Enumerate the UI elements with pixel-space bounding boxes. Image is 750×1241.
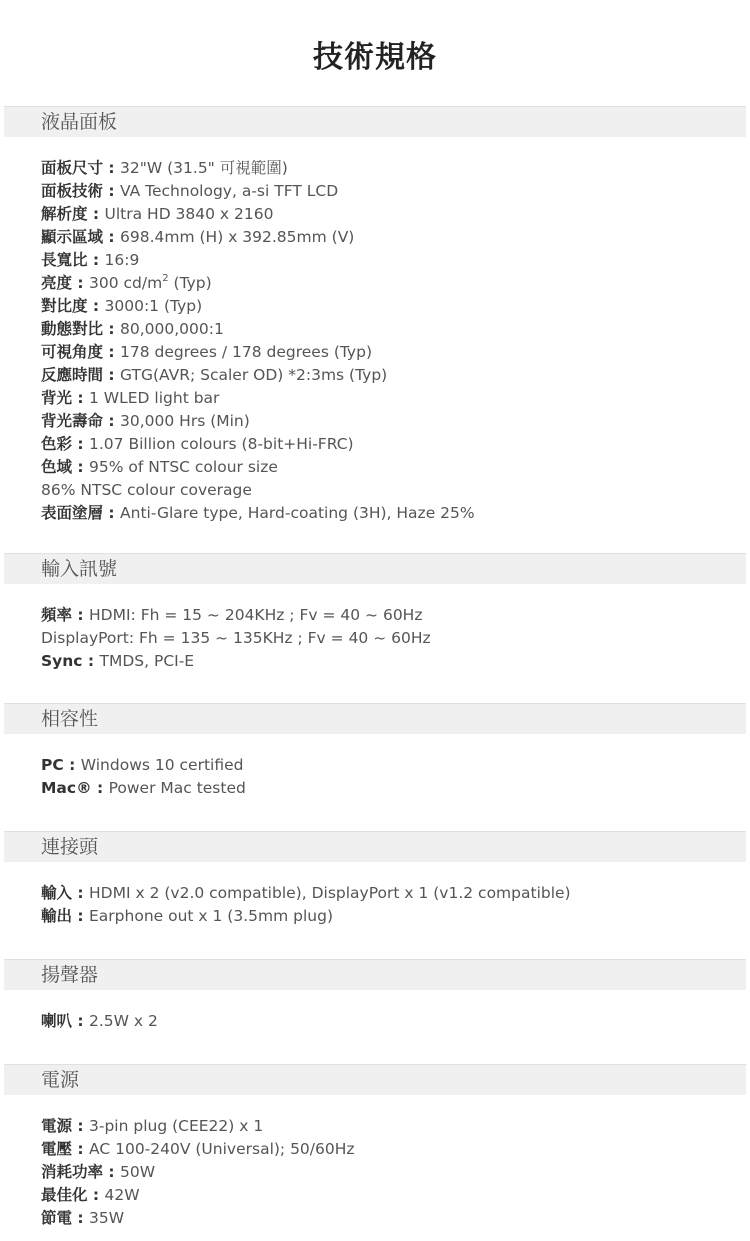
spec-row-response-time bbox=[41, 364, 741, 387]
section-body-panel bbox=[41, 157, 741, 525]
spec-label: 消耗功率 bbox=[41, 1163, 104, 1181]
spec-value: GTG(AVR; Scaler OD) *2:3ms (Typ) bbox=[120, 366, 388, 384]
spec-label: Sync bbox=[41, 652, 83, 670]
spec-colon: : bbox=[87, 1186, 105, 1204]
spec-colon: : bbox=[103, 343, 121, 361]
spec-value: 3-pin plug (CEE22) x 1 bbox=[89, 1117, 264, 1135]
spec-colon: : bbox=[72, 389, 90, 407]
spec-row-frequency-displayport bbox=[41, 627, 741, 650]
spec-label: 電源 bbox=[41, 1117, 73, 1135]
spec-value: 300 cd/m bbox=[89, 274, 163, 292]
spec-label: 節電 bbox=[41, 1209, 73, 1227]
spec-label: 面板尺寸 bbox=[41, 159, 104, 177]
spec-row-input bbox=[41, 882, 741, 905]
spec-value: 50W bbox=[120, 1163, 156, 1181]
section-title: 連接頭 bbox=[41, 836, 99, 858]
spec-label: 最佳化 bbox=[41, 1186, 88, 1204]
spec-colon: : bbox=[103, 182, 121, 200]
spec-label: PC bbox=[41, 756, 64, 774]
spec-colon: : bbox=[72, 884, 90, 902]
spec-value: AC 100-240V (Universal); 50/60Hz bbox=[89, 1140, 355, 1158]
spec-label: 輸入 bbox=[41, 884, 73, 902]
spec-row-power-consumption bbox=[41, 1161, 741, 1184]
spec-value: 1.07 Billion colours (8-bit+Hi-FRC) bbox=[89, 435, 354, 453]
spec-label: 反應時間 bbox=[41, 366, 104, 384]
spec-value: VA Technology, a-si TFT LCD bbox=[120, 182, 339, 200]
spec-value: 3000:1 (Typ) bbox=[104, 297, 203, 315]
spec-value: 86% NTSC colour coverage bbox=[41, 481, 252, 499]
spec-row-voltage bbox=[41, 1138, 741, 1161]
spec-label: 面板技術 bbox=[41, 182, 104, 200]
spec-colon: : bbox=[82, 652, 100, 670]
spec-value: 178 degrees / 178 degrees (Typ) bbox=[120, 343, 372, 361]
spec-colon: : bbox=[72, 606, 90, 624]
spec-value: Ultra HD 3840 x 2160 bbox=[104, 205, 274, 223]
spec-colon: : bbox=[87, 251, 105, 269]
spec-colon: : bbox=[63, 756, 81, 774]
spec-value: Windows 10 certified bbox=[80, 756, 244, 774]
spec-value: 698.4mm (H) x 392.85mm (V) bbox=[120, 228, 355, 246]
spec-colon: : bbox=[72, 907, 90, 925]
spec-label: 動態對比 bbox=[41, 320, 104, 338]
spec-label: 長寬比 bbox=[41, 251, 88, 269]
section-header-power bbox=[4, 1064, 746, 1095]
spec-colon: : bbox=[103, 320, 121, 338]
spec-row-power-saving bbox=[41, 1207, 741, 1230]
section-header-panel bbox=[4, 106, 746, 137]
spec-row-surface-treatment bbox=[41, 502, 741, 525]
spec-value: Power Mac tested bbox=[108, 779, 246, 797]
spec-value: 1 WLED light bar bbox=[89, 389, 220, 407]
spec-colon: : bbox=[72, 1209, 90, 1227]
spec-value-suffix: (Typ) bbox=[168, 274, 212, 292]
section-title: 電源 bbox=[41, 1069, 80, 1091]
spec-row-output bbox=[41, 905, 741, 928]
spec-label: 背光壽命 bbox=[41, 412, 104, 430]
spec-row-sync bbox=[41, 650, 741, 673]
spec-value: HDMI x 2 (v2.0 compatible), DisplayPort x 1 (v1.2 compatible) bbox=[89, 884, 571, 902]
spec-label: 輸出 bbox=[41, 907, 73, 925]
spec-row-aspect-ratio bbox=[41, 249, 741, 272]
spec-colon: : bbox=[87, 205, 105, 223]
section-body-compatibility bbox=[41, 754, 741, 800]
spec-value: Anti-Glare type, Hard-coating (3H), Haze 25% bbox=[120, 504, 475, 522]
spec-colon: : bbox=[72, 1117, 90, 1135]
spec-value: 42W bbox=[104, 1186, 140, 1204]
spec-label: Mac® bbox=[41, 779, 92, 797]
section-body-power bbox=[41, 1115, 741, 1230]
spec-row-panel-size bbox=[41, 157, 741, 180]
spec-row-speaker bbox=[41, 1010, 741, 1033]
spec-value: Earphone out x 1 (3.5mm plug) bbox=[89, 907, 333, 925]
spec-colon: : bbox=[103, 159, 121, 177]
section-title: 液晶面板 bbox=[41, 111, 118, 133]
spec-value: 30,000 Hrs (Min) bbox=[120, 412, 250, 430]
spec-label: 亮度 bbox=[41, 274, 73, 292]
spec-row-backlight-life bbox=[41, 410, 741, 433]
spec-row-colour-coverage bbox=[41, 479, 741, 502]
spec-row-colour-gamut bbox=[41, 456, 741, 479]
section-header-speakers bbox=[4, 959, 746, 990]
spec-row-power-plug bbox=[41, 1115, 741, 1138]
spec-row-colours bbox=[41, 433, 741, 456]
spec-colon: : bbox=[72, 274, 90, 292]
spec-colon: : bbox=[103, 504, 121, 522]
page-title: 技術規格 bbox=[313, 40, 437, 75]
spec-row-dynamic-contrast bbox=[41, 318, 741, 341]
spec-colon: : bbox=[72, 435, 90, 453]
spec-colon: : bbox=[103, 1163, 121, 1181]
spec-colon: : bbox=[91, 779, 109, 797]
spec-value: DisplayPort: Fh = 135 ~ 135KHz ; Fv = 40 ~ 60Hz bbox=[41, 629, 431, 647]
spec-colon: : bbox=[103, 412, 121, 430]
spec-value: TMDS, PCI-E bbox=[99, 652, 195, 670]
spec-label: 色彩 bbox=[41, 435, 73, 453]
spec-colon: : bbox=[87, 297, 105, 315]
spec-value: 2.5W x 2 bbox=[89, 1012, 158, 1030]
spec-label: 背光 bbox=[41, 389, 73, 407]
spec-label: 喇叭 bbox=[41, 1012, 73, 1030]
spec-row-viewing-angle bbox=[41, 341, 741, 364]
spec-value: 80,000,000:1 bbox=[120, 320, 224, 338]
spec-value: HDMI: Fh = 15 ~ 204KHz ; Fv = 40 ~ 60Hz bbox=[89, 606, 423, 624]
section-body-input-signal bbox=[41, 604, 741, 673]
spec-row-optimized bbox=[41, 1184, 741, 1207]
section-header-compatibility bbox=[4, 703, 746, 734]
spec-value: 35W bbox=[89, 1209, 125, 1227]
spec-colon: : bbox=[72, 1012, 90, 1030]
section-title: 輸入訊號 bbox=[41, 558, 118, 580]
section-title: 揚聲器 bbox=[41, 964, 99, 986]
spec-label: 顯示區域 bbox=[41, 228, 104, 246]
spec-row-brightness bbox=[41, 272, 741, 295]
section-title: 相容性 bbox=[41, 708, 99, 730]
spec-label: 電壓 bbox=[41, 1140, 73, 1158]
spec-value: 32"W (31.5" 可視範圍) bbox=[120, 159, 288, 177]
spec-colon: : bbox=[72, 1140, 90, 1158]
spec-colon: : bbox=[103, 228, 121, 246]
spec-row-panel-technology bbox=[41, 180, 741, 203]
spec-label: 色域 bbox=[41, 458, 73, 476]
section-body-speakers bbox=[41, 1010, 741, 1033]
spec-row-backlight bbox=[41, 387, 741, 410]
spec-colon: : bbox=[103, 366, 121, 384]
spec-row-pc bbox=[41, 754, 741, 777]
spec-row-contrast bbox=[41, 295, 741, 318]
section-header-connectors bbox=[4, 831, 746, 862]
spec-label: 對比度 bbox=[41, 297, 88, 315]
spec-row-resolution bbox=[41, 203, 741, 226]
spec-row-frequency-hdmi bbox=[41, 604, 741, 627]
spec-label: 表面塗層 bbox=[41, 504, 104, 522]
spec-label: 解析度 bbox=[41, 205, 88, 223]
spec-value: 95% of NTSC colour size bbox=[89, 458, 278, 476]
spec-label: 頻率 bbox=[41, 606, 73, 624]
spec-colon: : bbox=[72, 458, 90, 476]
superscript: 2 bbox=[162, 272, 169, 284]
section-body-connectors bbox=[41, 882, 741, 928]
spec-row-mac bbox=[41, 777, 741, 800]
spec-value: 16:9 bbox=[104, 251, 140, 269]
section-header-input-signal bbox=[4, 553, 746, 584]
spec-row-display-area bbox=[41, 226, 741, 249]
spec-label: 可視角度 bbox=[41, 343, 104, 361]
